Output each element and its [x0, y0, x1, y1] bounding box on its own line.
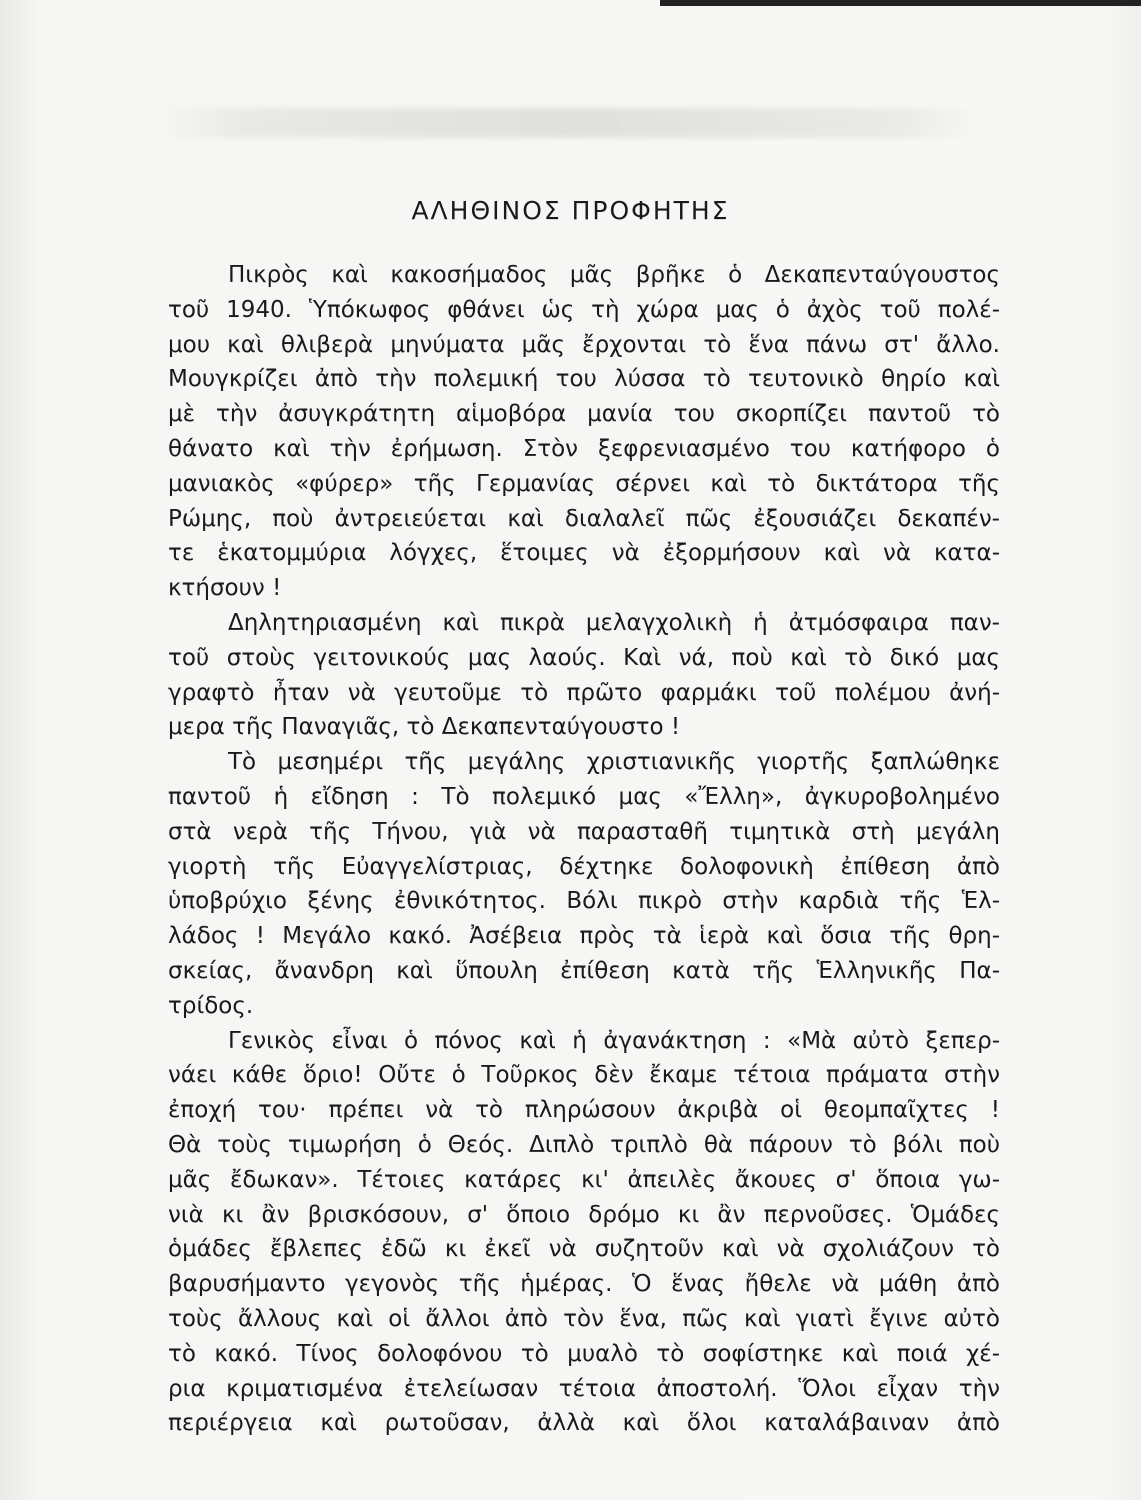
text-line: Μουγκρίζει ἀπὸ τὴν πολεμική του λύσσα τὸ τευτονικὸ θηρίο καὶ [168, 366, 1000, 393]
text-line: ὁμάδες ἔβλεπες ἐδῶ κι ἐκεῖ νὰ συζητοῦν καὶ νὰ σχολιάζουν τὸ [168, 1236, 1000, 1263]
text-line: βαρυσήμαντο γεγονὸς τῆς ἡμέρας. Ὁ ἕνας ἤθελε νὰ μάθη ἀπὸ [168, 1271, 1000, 1298]
body-text [168, 258, 1000, 1441]
text-line: ἐποχή του· πρέπει νὰ τὸ πληρώσουν ἀκριβὰ οἱ θεομπαῖχτες ! [168, 1097, 1000, 1124]
text-line: περιέργεια καὶ ρωτοῦσαν, ἀλλὰ καὶ ὅλοι καταλάβαιναν ἀπὸ [168, 1410, 1000, 1437]
text-line: τρίδος. [168, 992, 254, 1019]
text-line: Γενικὸς εἶναι ὁ πόνος καὶ ἡ ἀγανάκτηση : «Μὰ αὐτὸ ξεπερ- [228, 1027, 1000, 1054]
text-line: μου καὶ θλιβερὰ μηνύματα μᾶς ἔρχονται τὸ ἕνα πάνω στ' ἄλλο. [168, 331, 1000, 358]
paragraph-3 [168, 745, 1000, 1023]
text-line: τοὺς ἄλλους καὶ οἱ ἄλλοι ἀπὸ τὸν ἕνα, πῶς καὶ γιατὶ ἔγινε αὐτὸ [168, 1305, 1000, 1332]
text-line: κτήσουν ! [168, 575, 282, 602]
text-line: ὑποβρύχιο ξένης ἐθνικότητος. Βόλι πικρὸ στὴν καρδιὰ τῆς Ἑλ- [168, 888, 1000, 915]
text-line: τοῦ 1940. Ὑπόκωφος φθάνει ὡς τὴ χώρα μας ὁ ἀχὸς τοῦ πολέ- [168, 296, 1000, 323]
paragraph-2 [168, 606, 1000, 745]
scan-edge-shadow [660, 0, 1141, 6]
paragraph-4 [168, 1024, 1000, 1442]
text-line: γραφτὸ ἦταν νὰ γευτοῦμε τὸ πρῶτο φαρμάκι τοῦ πολέμου ἀνή- [168, 679, 1000, 706]
text-line: λάδος ! Μεγάλο κακό. Ἀσέβεια πρὸς τὰ ἱερὰ καὶ ὅσια τῆς θρη- [168, 923, 1000, 950]
text-line: μὲ τὴν ἀσυγκράτητη αἱμοβόρα μανία του σκορπίζει παντοῦ τὸ [168, 401, 1000, 428]
text-line: μανιακὸς «φύρερ» τῆς Γερμανίας σέρνει καὶ τὸ δικτάτορα τῆς [168, 470, 1000, 497]
text-line: μᾶς ἔδωκαν». Τέτοιες κατάρες κι' ἀπειλὲς ἄκουες σ' ὅποια γω- [168, 1166, 1000, 1193]
text-line: παντοῦ ἡ εἴδηση : Τὸ πολεμικό μας «Ἔλλη», ἀγκυροβολημένο [168, 783, 1000, 810]
text-line: Πικρὸς καὶ κακοσήμαδος μᾶς βρῆκε ὁ Δεκαπενταύγουστος [228, 262, 1000, 288]
text-line: Θὰ τοὺς τιμωρήση ὁ Θεός. Διπλὸ τριπλὸ θὰ πάρουν τὸ βόλι ποὺ [168, 1131, 1000, 1158]
bleed-through-text [160, 108, 980, 138]
paragraph-1 [168, 258, 1000, 606]
text-line: νάει κάθε ὅριο! Οὔτε ὁ Τοῦρκος δὲν ἔκαμε τέτοια πράματα στὴν [168, 1062, 1000, 1089]
text-line: θάνατο καὶ τὴν ἐρήμωση. Στὸν ξεφρενιασμένο του κατήφορο ὁ [168, 435, 1000, 462]
text-line: τοῦ στοὺς γειτονικούς μας λαούς. Καὶ νά, ποὺ καὶ τὸ δικό μας [168, 644, 1000, 671]
text-line: Ρώμης, ποὺ ἀντρειεύεται καὶ διαλαλεῖ πῶς ἐξουσιάζει δεκαπέν- [168, 505, 1000, 532]
text-line: Τὸ μεσημέρι τῆς μεγάλης χριστιανικῆς γιορτῆς ξαπλώθηκε [228, 749, 1000, 776]
text-line: στὰ νερὰ τῆς Τήνου, γιὰ νὰ παρασταθῆ τιμητικὰ στὴ μεγάλη [168, 818, 1000, 845]
text-line: νιὰ κι ἂν βρισκόσουν, σ' ὅποιο δρόμο κι ἂν περνοῦσες. Ὁμάδες [168, 1201, 1000, 1228]
text-line: μερα τῆς Παναγιᾶς, τὸ Δεκαπενταύγουστο ! [168, 714, 681, 741]
text-line: τε ἑκατομμύρια λόγχες, ἕτοιμες νὰ ἐξορμήσουν καὶ νὰ κατα- [168, 540, 1000, 567]
text-line: γιορτὴ τῆς Εὐαγγελίστριας, δέχτηκε δολοφονικὴ ἐπίθεση ἀπὸ [168, 853, 1000, 880]
text-line: σκείας, ἄνανδρη καὶ ὕπουλη ἐπίθεση κατὰ τῆς Ἑλληνικῆς Πα- [168, 957, 1000, 984]
text-line: τὸ κακό. Τίνος δολοφόνου τὸ μυαλὸ τὸ σοφίστηκε καὶ ποιά χέ- [168, 1340, 1000, 1367]
text-line: ρια κριματισμένα ἐτελείωσαν τέτοια ἀποστολή. Ὅλοι εἶχαν τὴν [168, 1375, 1000, 1402]
text-line: Δηλητηριασμένη καὶ πικρὰ μελαγχολικὴ ἡ ἀτμόσφαιρα παν- [228, 609, 1000, 636]
page-title: ΑΛΗΘΙΝΟΣ ΠΡΟΦΗΤΗΣ [411, 196, 730, 225]
